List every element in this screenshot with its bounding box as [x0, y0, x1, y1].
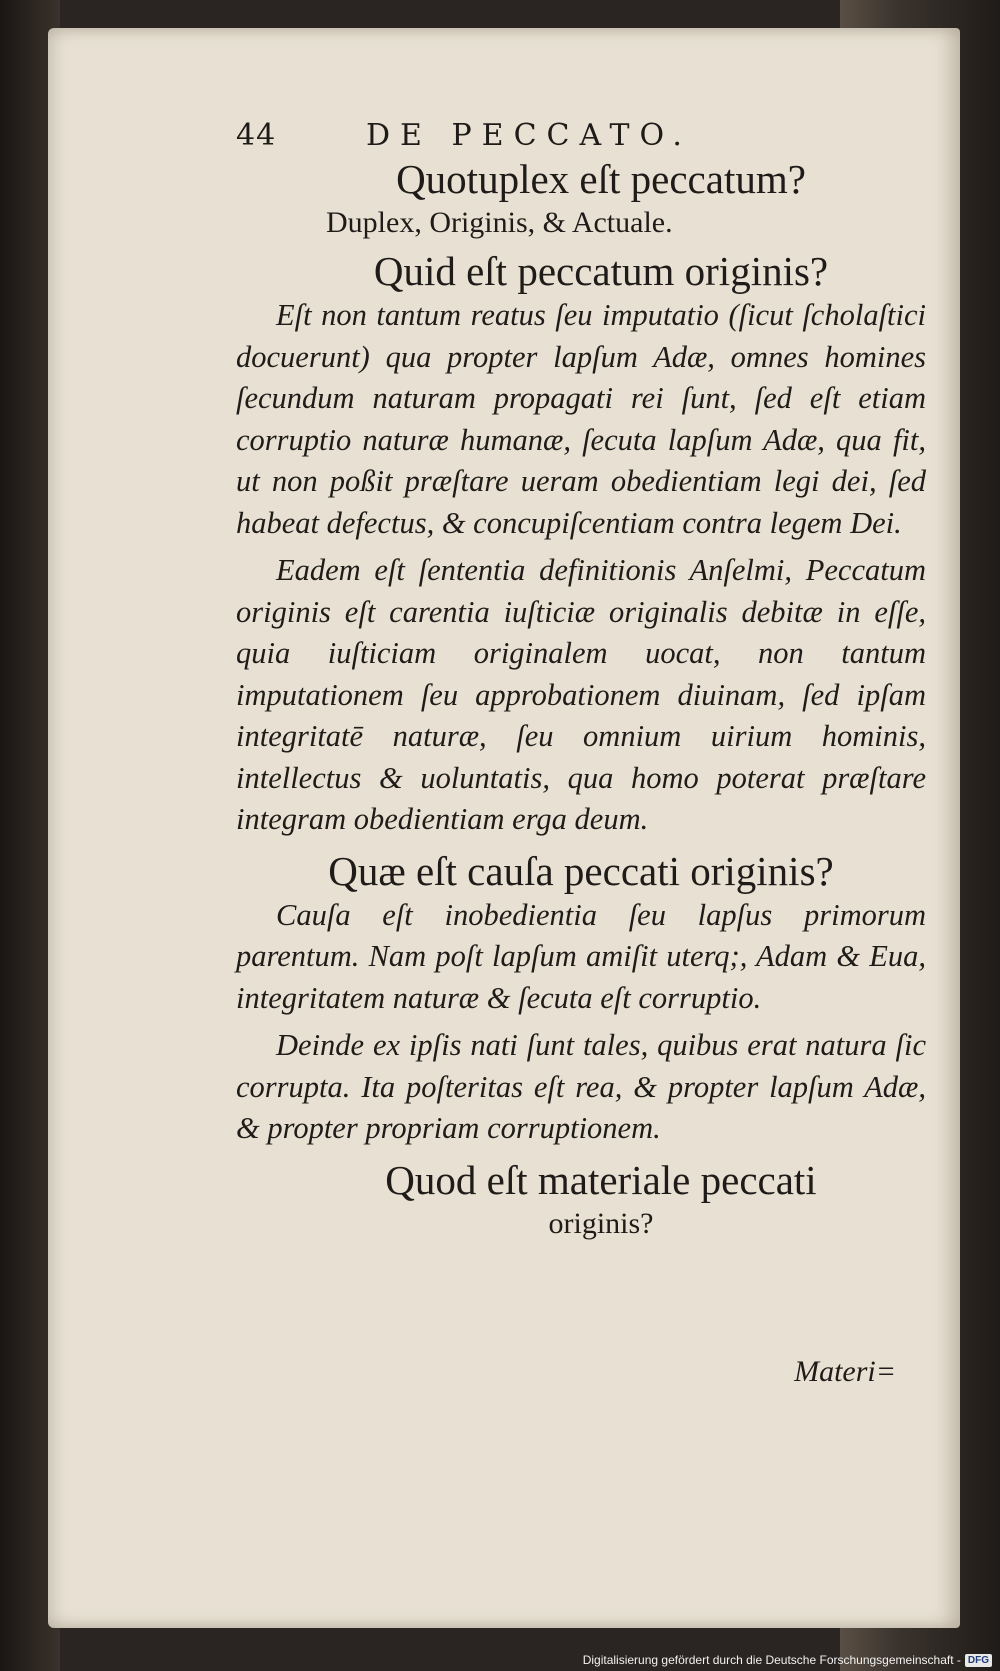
question-heading: Quid eſt peccatum originis? [373, 248, 829, 294]
running-head [236, 118, 926, 153]
body-paragraph: Cauſa eſt inobedientia ſeu lapſus primorum parentum. Nam poſt lapſum amiſit uterq;, Adam & Eua, integritatem naturæ & ſecuta eſt corruptio. [236, 897, 926, 1015]
body-paragraph: Eadem eſt ſententia definitionis Anſelmi, Peccatum originis eſt carentia iuſticiæ originalis debitæ in eſſe, quia iuſticiam originalem uocat, non tantum imputationem ſeu approbationem diuinam, ſed ipſam integritatē naturæ, ſeu omnium uirium hominis, intellectus & uoluntatis, qua homo poterat præſtare integram obedientiam erga deum. [236, 553, 926, 836]
dfg-logo-icon: DFG [965, 1654, 992, 1667]
credit-text: Digitalisierung gefördert durch die Deutsche Forschungsgemeinschaft - [582, 1653, 961, 1667]
body-paragraph: Deinde ex ipſis nati ſunt tales, quibus erat natura ſic corrupta. Ita poſteritas eſt rea, & propter lapſum Adæ, & propter propriam corruptionem. [236, 1028, 926, 1145]
digitization-credit [583, 1653, 992, 1667]
answer-line: originis? [548, 1206, 654, 1240]
running-title: DE PECCATO. [366, 118, 692, 153]
book-page [48, 28, 960, 1628]
answer-line: Duplex, Originis, & Actuale. [326, 206, 673, 239]
text-block [236, 118, 926, 1248]
body-paragraph: Eſt non tantum reatus ſeu imputatio (ſicut ſcholaſtici docuerunt) qua propter lapſum Adæ, omnes homines ſecundum naturam propagati rei ſunt, ſed eſt etiam corruptio naturæ humanæ, ſecuta lapſum Adæ, qua fit, ut non poßit præſtare ueram obedientiam legi dei, ſed habeat defectus, & concupiſcentiam contra legem Dei. [236, 298, 926, 540]
page-content [236, 155, 926, 1244]
catchword: Materi= [794, 1355, 896, 1388]
question-heading: Quod eſt materiale peccati [385, 1156, 817, 1203]
question-heading: Quæ eſt cauſa peccati originis? [328, 847, 834, 894]
question-heading: Quotuplex eſt peccatum? [396, 156, 806, 202]
page-number: 44 [236, 118, 277, 153]
